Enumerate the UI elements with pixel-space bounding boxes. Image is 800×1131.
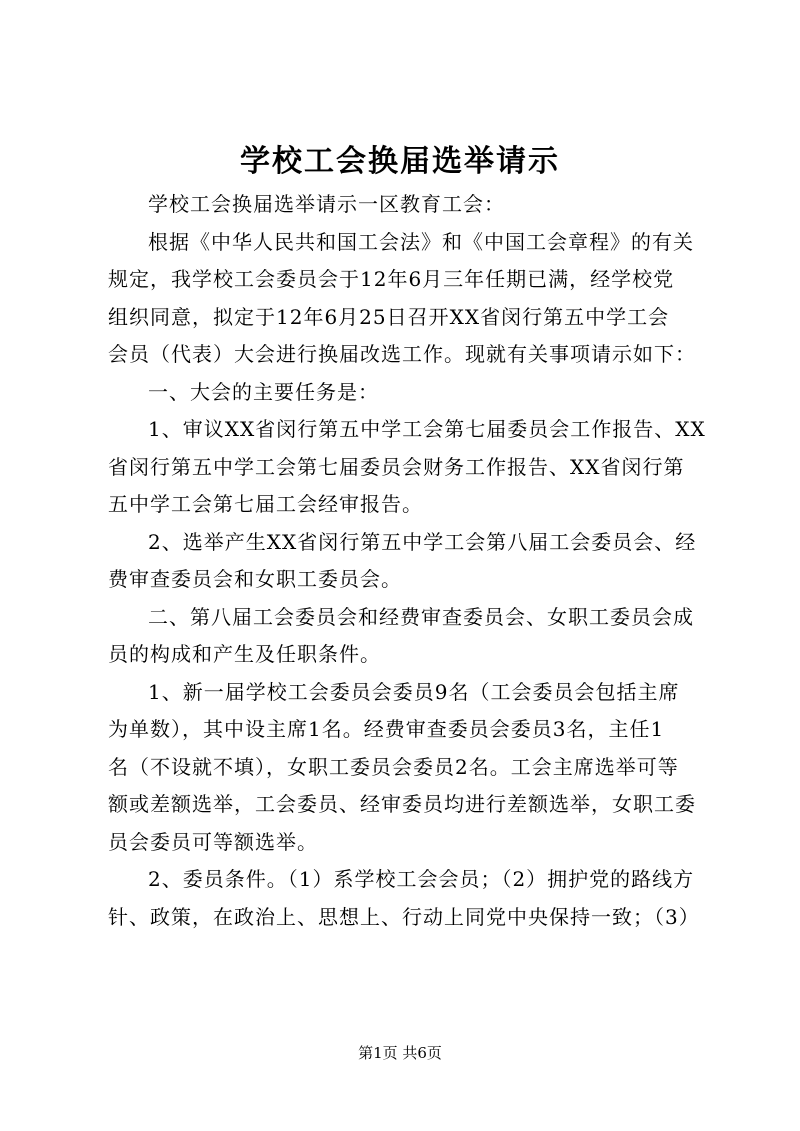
- paragraph-line: 为单数），其中设主席1名。经费审查委员会委员3名，主任1: [108, 717, 665, 741]
- paragraph-line: 2、委员条件。（1）系学校工会会员；（2）拥护党的路线方: [148, 867, 695, 891]
- paragraph-line: 1、新一届学校工会委员会委员9名（工会委员会包括主席: [148, 679, 680, 704]
- paragraph-line: 学校工会换届选举请示一区教育工会：: [148, 192, 505, 216]
- paragraph-line: 规定，我学校工会委员会于12年6月三年任期已满，经学校党: [108, 267, 675, 291]
- paragraph-line: 五中学工会第七届工会经审报告。: [108, 492, 423, 516]
- paragraph-line: 员的构成和产生及任职条件。: [108, 642, 381, 666]
- document-title: 学校工会换届选举请示: [240, 144, 560, 179]
- paragraph-line: 员会委员可等额选举。: [108, 829, 318, 854]
- page-footer: 第1页 共6页: [358, 1044, 442, 1062]
- paragraph-line: 2、选举产生XX省闵行第五中学工会第八届工会委员会、经: [148, 529, 697, 554]
- document-body: [108, 186, 708, 936]
- paragraph-line: 针、政策，在政治上、思想上、行动上同党中央保持一致；（3）: [108, 904, 700, 929]
- paragraph-line: 名（不设就不填），女职工委员会委员2名。工会主席选举可等: [108, 754, 679, 779]
- paragraph-line: 会员（代表）大会进行换届改选工作。现就有关事项请示如下：: [108, 342, 696, 366]
- paragraph-line: 省闵行第五中学工会第七届委员会财务工作报告、XX省闵行第: [108, 454, 685, 479]
- paragraph-line: 组织同意，拟定于12年6月25日召开XX省闵行第五中学工会: [108, 304, 670, 329]
- section-heading: 一、大会的主要任务是：: [148, 379, 379, 404]
- paragraph-line: 根据《中华人民共和国工会法》和《中国工会章程》的有关: [148, 229, 694, 254]
- paragraph-line: 额或差额选举，工会委员、经审委员均进行差额选举，女职工委: [108, 792, 696, 816]
- section-heading: 二、第八届工会委员会和经费审查委员会、女职工委员会成: [148, 604, 694, 629]
- paragraph-line: 1、审议XX省闵行第五中学工会第七届委员会工作报告、XX: [148, 417, 706, 441]
- paragraph-line: 费审查委员会和女职工委员会。: [108, 567, 402, 591]
